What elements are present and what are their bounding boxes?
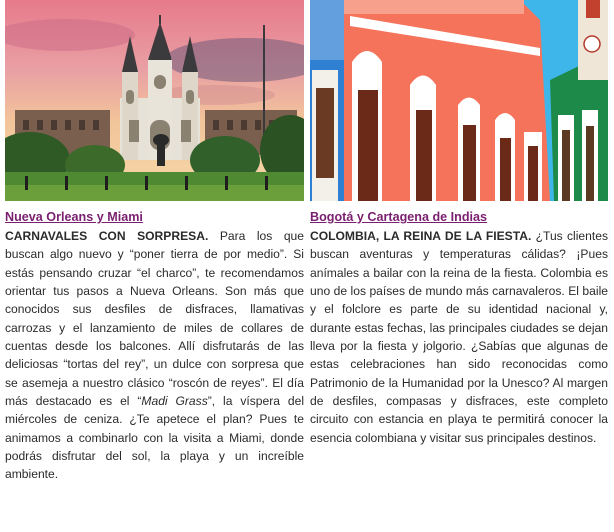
new-orleans-cathedral-photo (5, 0, 304, 201)
article-title[interactable]: Nueva Orleans y Miami (5, 210, 143, 224)
article-lead: CARNAVALES CON SORPRESA. (5, 229, 209, 243)
article-text-part: Para los que buscan algo nuevo y “poner tierra de por medio”. Si estás pensando cruzar “el charco”, te recomendamos orientar tus pasos a Nueva Orleans. Son más que conocidos sus desfiles de disfraces, llamativas carrozas y el lanzamiento de miles de collares de cuentas desde los balcones. Allí disfrutarás de las deliciosas “tortas del rey”, un dulce con sorpresa que se asemeja a nuestro clásico “roscón de reyes”. El día más destacado es el “ (5, 229, 304, 409)
article-new-orleans (5, 0, 304, 484)
article-body (5, 227, 304, 484)
article-text-part: ”, la víspera del miércoles de ceniza. ¿Te apetece el plan? Pues te animamos a combinarlo con la visita a Miami, donde podrás disfrutar del sol, la playa y un increíble ambiente. (5, 394, 305, 482)
article-text-emphasis: Madi Grass (141, 394, 208, 409)
article-body (310, 227, 608, 447)
cartagena-colonial-houses-photo (310, 0, 608, 201)
article-text-part: ¿Tus clientes buscan aventuras y temperaturas cálidas? ¡Pues anímales a bailar con la reina de la fiesta. Colombia es uno de los países de mundo más carnavaleros. El baile y el folclore es parte de su identidad nacional y, durante estas fechas, las principales ciudades se dejan lleva por la fiesta y jolgorio. ¿Sabías que algunas de estas celebraciones han sido reconocidas como Patrimonio de la Humanidad por la Unesco? Al margen de desfiles, compasas y disfraces, este completo circuito con estancia en playa te permitirá conocer la esencia colombiana y visitar sus principales destinos. (310, 229, 608, 445)
article-title[interactable]: Bogotá y Cartagena de Indias (310, 210, 488, 224)
article-lead: COLOMBIA, LA REINA DE LA FIESTA. (310, 229, 532, 243)
article-colombia (310, 0, 608, 447)
